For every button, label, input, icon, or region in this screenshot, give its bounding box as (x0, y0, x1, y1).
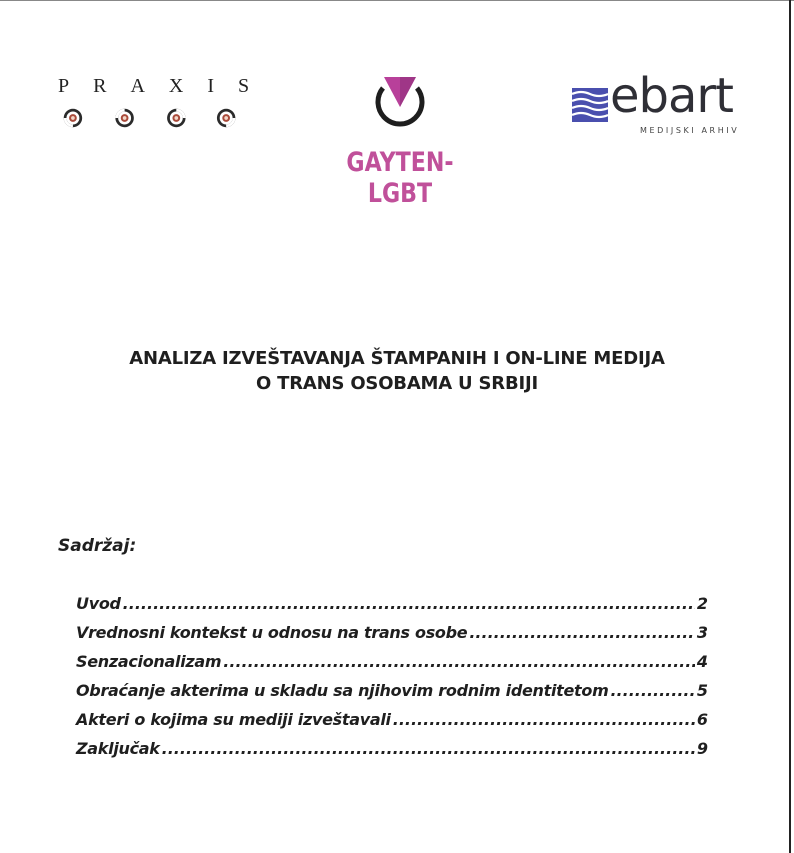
ebart-logo-text: ebart (610, 68, 733, 124)
toc-leader-dots (610, 681, 694, 700)
praxis-logo (52, 72, 274, 134)
toc-item-senzacionalizam[interactable] (76, 652, 708, 681)
toc-item-label: Zaključak (76, 739, 160, 758)
praxis-logo-text: PRAXIS (58, 75, 274, 97)
table-of-contents (76, 594, 708, 768)
toc-item-page: 4 (696, 652, 708, 671)
document-title-line-2: O TRANS OSOBAMA U SRBIJI (256, 373, 538, 394)
toc-item-label: Akteri o kojima su mediji izveštavali (76, 710, 391, 729)
toc-item-uvod[interactable] (76, 594, 708, 623)
page-right-edge (789, 0, 791, 853)
gayten-logo (310, 70, 490, 209)
toc-item-vrednosni-kontekst[interactable] (76, 623, 708, 652)
gayten-logo-text: GAYTEN-LGBT (346, 147, 454, 209)
toc-leader-dots (123, 594, 695, 613)
toc-leader-dots (223, 652, 695, 671)
toc-heading: Sadržaj: (58, 536, 137, 556)
toc-item-page: 6 (696, 710, 708, 729)
ebart-logo (570, 68, 750, 148)
toc-item-page: 3 (696, 623, 708, 642)
toc-item-page: 5 (696, 681, 708, 700)
document-title-line-1: ANALIZA IZVEŠTAVANJA ŠTAMPANIH I ON-LINE MEDIJA (129, 348, 665, 369)
ebart-logo-subtitle: MEDIJSKI ARHIV (640, 126, 740, 135)
toc-item-label: Obraćanje akterima u skladu sa njihovim rodnim identitetom (76, 681, 609, 700)
praxis-circles-icon (56, 106, 256, 130)
toc-leader-dots (469, 623, 695, 642)
toc-item-akteri[interactable] (76, 710, 708, 739)
toc-item-page: 2 (696, 594, 708, 613)
toc-item-obracanje-akterima[interactable] (76, 681, 708, 710)
gayten-triangle-icon (369, 74, 431, 136)
toc-item-label: Uvod (76, 594, 121, 613)
ebart-waves-icon (572, 88, 608, 122)
page-top-edge (0, 0, 794, 1)
toc-leader-dots (162, 739, 695, 758)
toc-leader-dots (393, 710, 695, 729)
toc-item-label: Senzacionalizam (76, 652, 222, 671)
toc-item-page: 9 (696, 739, 708, 758)
toc-item-label: Vrednosni kontekst u odnosu na trans osobe (76, 623, 468, 642)
document-title (0, 346, 794, 396)
toc-item-zakljucak[interactable] (76, 739, 708, 768)
